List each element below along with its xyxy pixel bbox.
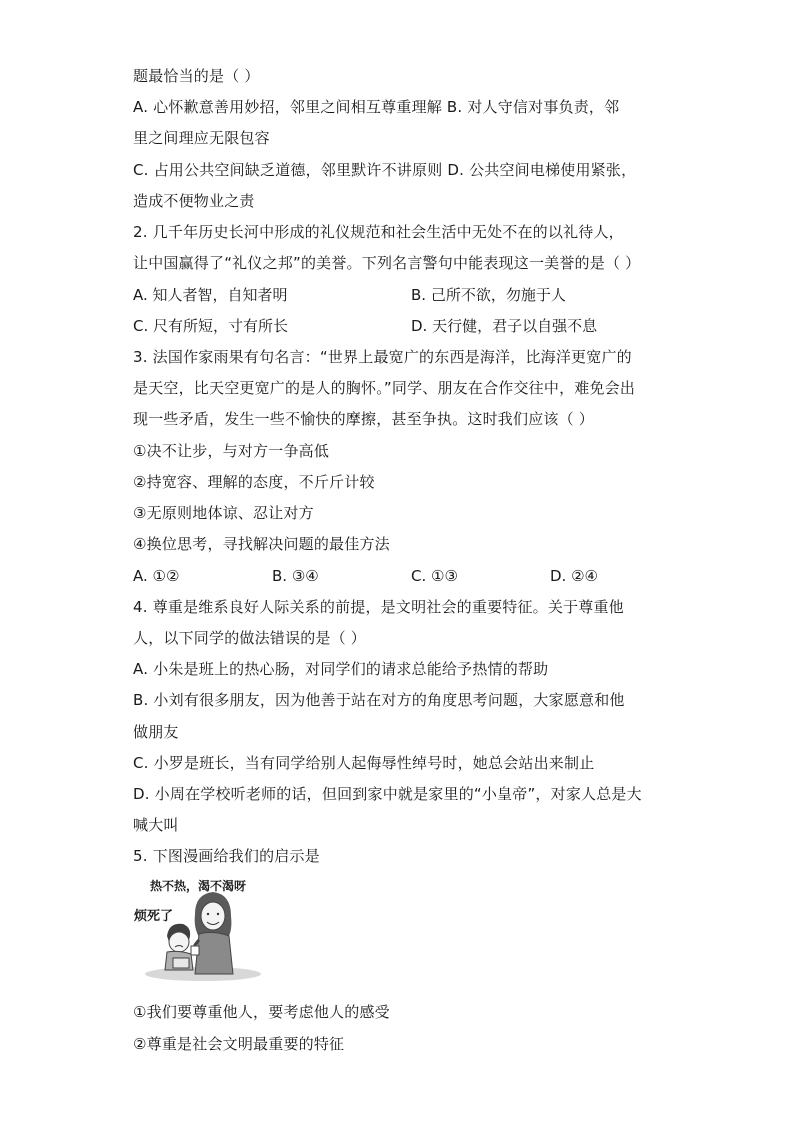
question-5-stem: 5. 下图漫画给我们的启示是 xyxy=(133,847,320,865)
q2-option-a: A. 知人者智，自知者明 xyxy=(133,286,288,304)
question-2-stem: 让中国赢得了“礼仪之邦”的美誉。下列名言警句中能表现这一美誉的是（ ） xyxy=(133,254,641,272)
question-3-stem: 3. 法国作家雨果有句名言：“世界上最宽广的东西是海洋，比海洋更宽广的 xyxy=(133,348,632,366)
question-4-stem: 4. 尊重是维系良好人际关系的前提，是文明社会的重要特征。关于尊重他 xyxy=(133,598,624,616)
option-line: 喊大叫 xyxy=(133,816,179,834)
statement-item: ②尊重是社会文明最重要的特征 xyxy=(133,1035,345,1053)
statement-item: ③无原则地体谅、忍让对方 xyxy=(133,504,314,522)
q2-option-c: C. 尺有所短，寸有所长 xyxy=(133,317,289,335)
statement-item: ④换位思考，寻找解决问题的最佳方法 xyxy=(133,535,390,553)
q3-option-d: D. ②④ xyxy=(550,567,598,585)
q2-option-d: D. 天行健，君子以自强不息 xyxy=(411,317,598,335)
q3-option-c: C. ①③ xyxy=(411,567,458,585)
statement-item: ①我们要尊重他人，要考虑他人的感受 xyxy=(133,1003,390,1021)
q3-option-b: B. ③④ xyxy=(272,567,319,585)
cartoon-speech-left: 烦死了 xyxy=(134,909,174,924)
question-continuation: 题最恰当的是（ ） xyxy=(133,67,260,85)
option-line: 造成不便物业之责 xyxy=(133,192,255,210)
option-line: 里之间理应无限包容 xyxy=(133,129,270,147)
option-line: B. 小刘有很多朋友，因为他善于站在对方的角度思考问题，大家愿意和他 xyxy=(133,691,625,709)
option-line: D. 小周在学校听老师的话，但回到家中就是家里的“小皇帝”，对家人总是大 xyxy=(133,785,642,803)
q2-option-b: B. 己所不欲，勿施于人 xyxy=(411,286,566,304)
option-line: A. 小朱是班上的热心肠，对同学们的请求总能给予热情的帮助 xyxy=(133,660,549,678)
option-line: C. 小罗是班长，当有同学给别人起侮辱性绰号时，她总会站出来制止 xyxy=(133,754,595,772)
statement-item: ②持宽容、理解的态度，不斤斤计较 xyxy=(133,473,375,491)
option-line: A. 心怀歉意善用妙招，邻里之间相互尊重理解 B. 对人守信对事负责，邻 xyxy=(133,98,620,116)
question-3-stem: 是天空，比天空更宽广的是人的胸怀。”同学、朋友在合作交往中，难免会出 xyxy=(133,379,636,397)
question-2-stem: 2. 几千年历史长河中形成的礼仪规范和社会生活中无处不在的以礼待人， xyxy=(133,223,624,241)
cartoon-speech-top: 热不热，渴不渴呀 xyxy=(150,879,247,893)
question-3-stem: 现一些矛盾，发生一些不愉快的摩擦，甚至争执。这时我们应该（ ） xyxy=(133,410,594,428)
option-line: C. 占用公共空间缺乏道德，邻里默许不讲原则 D. 公共空间电梯使用紧张， xyxy=(133,161,637,179)
option-line: 做朋友 xyxy=(133,723,179,741)
statement-item: ①决不让步，与对方一争高低 xyxy=(133,442,330,460)
question-4-stem: 人，以下同学的做法错误的是（ ） xyxy=(133,629,366,647)
q3-option-a: A. ①② xyxy=(133,567,180,585)
